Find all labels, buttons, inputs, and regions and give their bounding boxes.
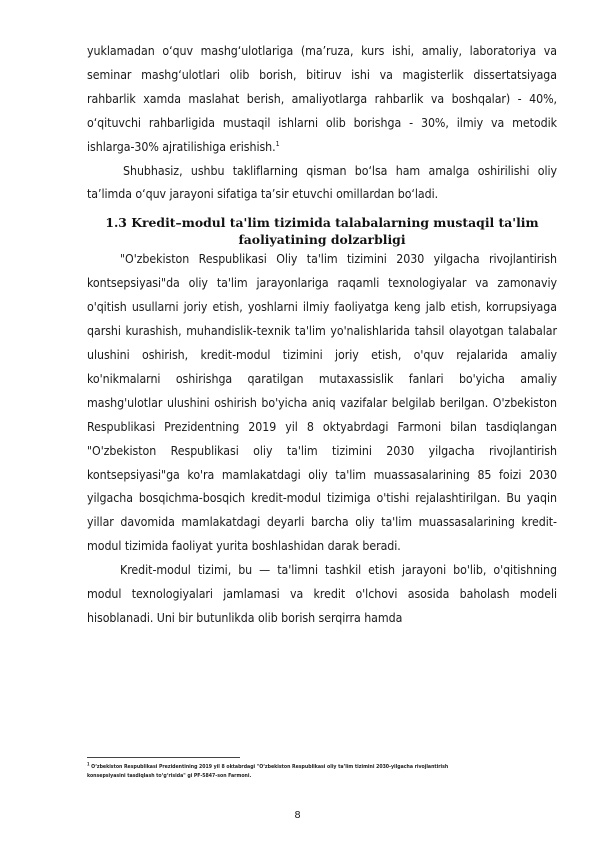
paragraph-4: Kredit-modul tizimi, bu — ta'limni tashkil etish jarayoni bo'lib, o'qitishning modul texnologiyalari jamlamasi va kredit o'lchovi asosida baholash modeli hisoblanadi. Uni bir butunlikda olib borish serqirra hamda bbox=[87, 563, 557, 625]
paragraph-1-text: yuklamadan o‘quv mashg‘ulotlariga (ma’ruza, kurs ishi, amaliy, laboratoriya va seminar mashg‘ulotlari olib borish, bitiruv ishi va magisterlik dissertatsiyaga rahbarlik xamda maslahat berish, amaliyotlarga rahbarlik va boshqalar) - 40%, o‘qituvchi rahbarligida mustaqil ishlarni olib borishga - 30%, ilmiy va metodik ishlarga-30% ajratilishiga erishish. bbox=[87, 44, 557, 154]
footnote-marker: 1 bbox=[87, 761, 90, 767]
paragraph-1 bbox=[87, 40, 557, 160]
paragraph-3: "O'zbekiston Respublikasi Oliy ta'lim tizimini 2030 yilgacha rivojlantirish kontsepsiyasi"da oliy ta'lim jarayonlariga raqamli texnologiyalar va zamonaviy o'qitish usullarni joriy etish, yoshlarni ilmiy faoliyatga keng jalb etish, korrupsiyaga qarshi kurashish, muhandislik-texnik ta'lim yo'nalishlarida tahsil olayotgan talabalar ulushini oshirish, kredit-modul tizimini joriy etish, o'quv rejalarida amaliy ko'nikmalarni oshirishga qaratilgan mutaxassislik fanlari bo'yicha amaliy mashg'ulotlar ulushini oshirish bo'yicha aniq vazifalar belgilab berilgan. O'zbekiston Respublikasi Prezidentning 2019 yil 8 oktyabrdagi Farmoni bilan tasdiqlangan "O'zbekiston Respublikasi oliy ta'lim tizimini 2030 yilgacha rivojlantirish kontsepsiyasi"ga ko'ra mamlakatdagi oliy ta'lim muassasalarining 85 foizi 2030 yilgacha bosqichma-bosqich kredit-modul tizimiga o'tishi rejalashtirilgan. Bu yaqin yillar davomida mamlakatdagi deyarli barcha oliy ta'lim muassasalarining kredit-modul tizimida faoliyat yurita boshlashidan darak beradi. bbox=[87, 252, 557, 554]
section-heading: 1.3 Kredit–modul ta'lim tizimida talabalarning mustaqil ta'lim faoliyatining dolzarbligi bbox=[105, 215, 539, 247]
footnote-text: O‘zbekiston Respublikasi Prezidentining 2019 yil 8 oktabrdagi "O‘zbekiston Respublikasi oliy ta’lim tizimini 2030-yilgacha rivojlantirish konsepsiyasini tasdiqlash to‘g‘risida" gi PF-5847-son Farmoni. bbox=[87, 764, 449, 779]
footnote-reference[interactable]: 1 bbox=[275, 139, 280, 148]
page-number: 8 bbox=[294, 810, 301, 821]
footnote bbox=[87, 763, 487, 781]
page-body bbox=[87, 40, 557, 631]
footnote-separator bbox=[87, 757, 240, 758]
paragraph-2: Shubhasiz, ushbu takliflarning qisman bo‘lsa ham amalga oshirilishi oliy ta’limda o‘quv jarayoni sifatiga ta’sir etuvchi omillardan bo‘ladi. bbox=[87, 163, 557, 202]
